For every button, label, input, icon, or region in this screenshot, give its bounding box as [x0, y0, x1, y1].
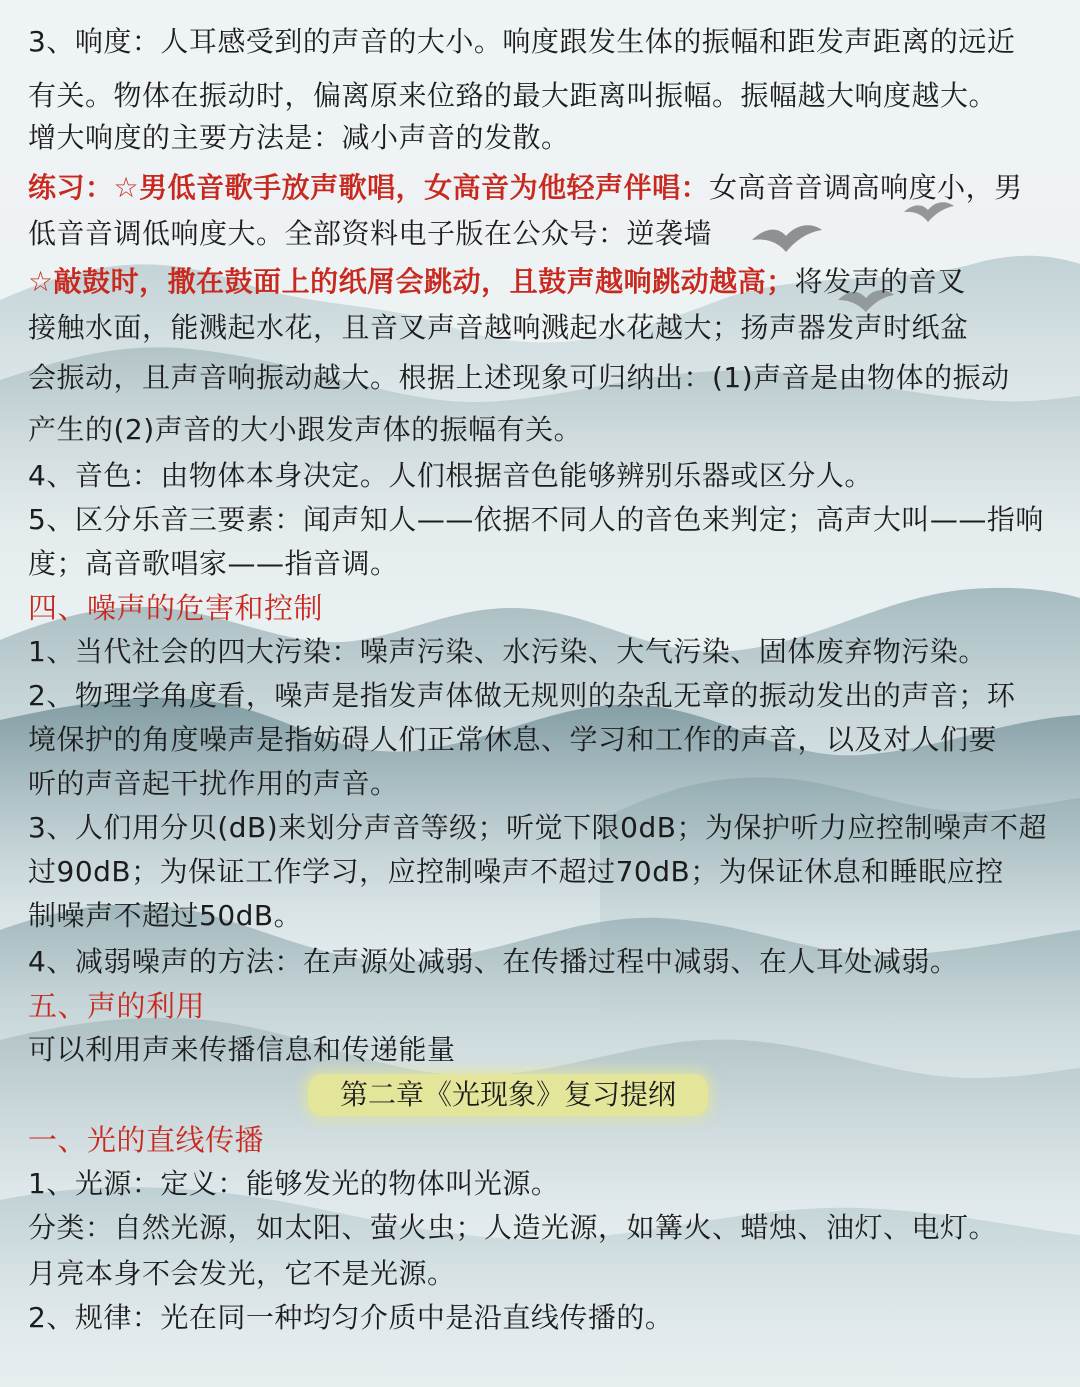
- chapter-title-badge: [308, 1074, 708, 1116]
- note-line: 1、当代社会的四大污染：噪声污染、水污染、大气污染、固体废弃物污染。: [28, 635, 987, 668]
- section-heading-noise: 四、噪声的危害和控制: [28, 591, 324, 625]
- section-heading-light: 一、光的直线传播: [28, 1123, 265, 1157]
- section-heading-sound-use: 五、声的利用: [28, 989, 206, 1023]
- note-line: 度；高音歌唱家——指音调。: [28, 547, 399, 580]
- note-line: 产生的(2)声音的大小跟发声体的振幅有关。: [28, 413, 583, 446]
- note-line: 会振动，且声音响振动越大。根据上述现象可归纳出：(1)声音是由物体的振动: [28, 361, 1010, 394]
- note-line: 听的声音起干扰作用的声音。: [28, 767, 399, 800]
- practice-line: [28, 168, 1023, 208]
- chapter-title: 第二章《光现象》复习提纲: [339, 1078, 676, 1111]
- note-line: 有关。物体在振动时，偏离原来位臵的最大距离叫振幅。振幅越大响度越大。: [28, 79, 998, 112]
- note-line: 过90dB；为保证工作学习，应控制噪声不超过70dB；为保证休息和睡眠应控: [28, 855, 1004, 888]
- drum-continuation: 将发声的音叉: [794, 265, 966, 298]
- note-line: 4、音色：由物体本身决定。人们根据音色能够辨别乐器或区分人。: [28, 459, 873, 492]
- note-line: 制噪声不超过50dB。: [28, 899, 303, 932]
- note-line: 3、人们用分贝(dB)来划分声音等级；听觉下限0dB；为保护听力应控制噪声不超: [28, 811, 1047, 844]
- note-line: 分类：自然光源，如太阳、萤火虫；人造光源，如篝火、蜡烛、油灯、电灯。: [28, 1211, 998, 1244]
- drum-line: [28, 262, 966, 302]
- note-line: 境保护的角度噪声是指妨碍人们正常休息、学习和工作的声音，以及对人们要: [28, 723, 998, 756]
- practice-highlight: 练习：☆男低音歌手放声歌唱，女高音为他轻声伴唱：: [28, 171, 710, 204]
- note-line: 3、响度：人耳感受到的声音的大小。响度跟发生体的振幅和距发声距离的远近: [28, 25, 1016, 58]
- note-line: 低音音调低响度大。全部资料电子版在公众号：逆袭墙: [28, 217, 713, 250]
- bird-icon: [752, 225, 822, 252]
- note-line: 5、区分乐音三要素：闻声知人——依据不同人的音色来判定；高声大叫——指响: [28, 503, 1044, 536]
- note-line: 月亮本身不会发光，它不是光源。: [28, 1257, 456, 1290]
- note-line: 2、物理学角度看，噪声是指发声体做无规则的杂乱无章的振动发出的声音；环: [28, 679, 1016, 712]
- note-line: 增大响度的主要方法是：减小声音的发散。: [28, 121, 570, 154]
- note-line: 可以利用声来传播信息和传递能量: [28, 1033, 456, 1066]
- practice-answer: 女高音音调高响度小，男: [709, 171, 1023, 204]
- note-line: 4、减弱噪声的方法：在声源处减弱、在传播过程中减弱、在人耳处减弱。: [28, 945, 959, 978]
- note-line: 1、光源：定义：能够发光的物体叫光源。: [28, 1167, 560, 1200]
- note-line: 接触水面，能溅起水花，且音叉声音越响溅起水花越大；扬声器发声时纸盆: [28, 311, 969, 344]
- drum-highlight: ☆敲鼓时，撒在鼓面上的纸屑会跳动，且鼓声越响跳动越高；: [28, 265, 795, 298]
- note-line: 2、规律：光在同一种均匀介质中是沿直线传播的。: [28, 1301, 674, 1334]
